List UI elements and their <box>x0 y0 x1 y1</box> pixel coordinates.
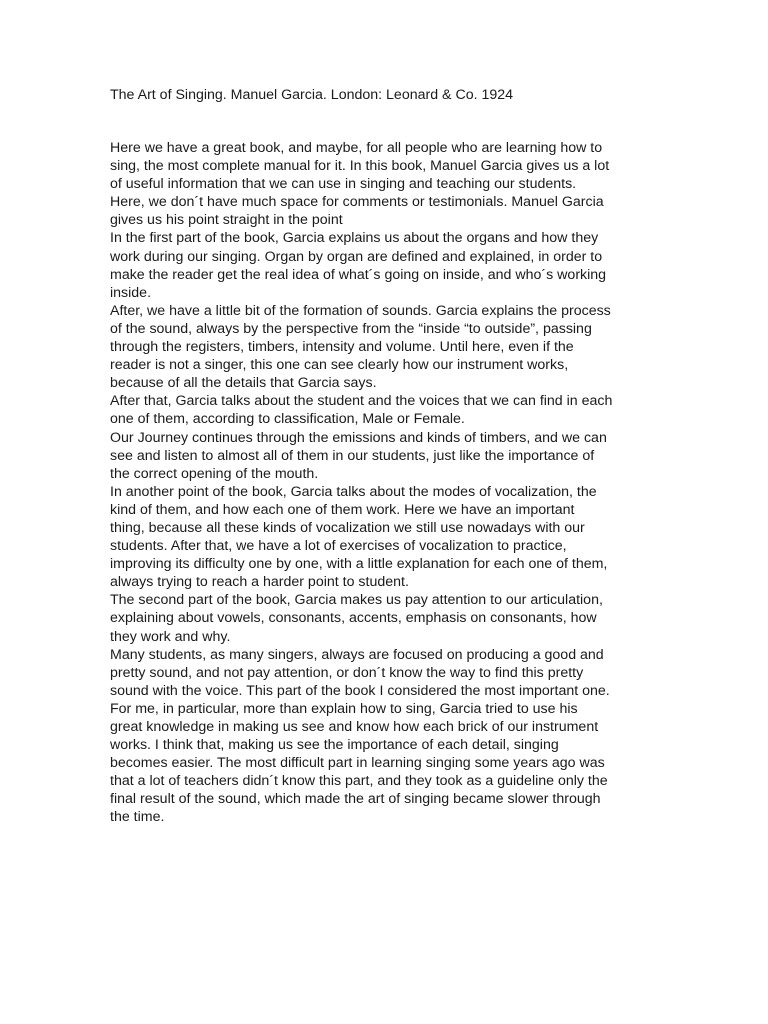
document-body <box>110 139 662 827</box>
paragraph-formation-of-sounds: After, we have a little bit of the formation of sounds. Garcia explains the process of the sound, always by the perspective from the “inside “to outside”, passing through the registers, timbers, intensity and volume. Until here, even if the reader is not a singer, this one can see clearly how our instrument works, because of all the details that Garcia says. <box>110 302 611 392</box>
paragraph-conclusion: Many students, as many singers, always are focused on producing a good and pretty sound, and not pay attention, or don´t know the way to find this pretty sound with the voice. This part of the book I considered the most important one. For me, in particular, more than explain how to sing, Garcia tried to use his great knowledge in making us see and know how each brick of our instrument works. I think that, making us see the importance of each detail, singing becomes easier. The most difficult part in learning singing some years ago was that a lot of teachers didn´t know this part, and they took as a guideline only the final result of the sound, which made the art of singing became slower through the time. <box>110 646 610 826</box>
document-title: The Art of Singing. Manuel Garcia. London: Leonard & Co. 1924 <box>110 87 514 103</box>
paragraph-intro: Here we have a great book, and maybe, for all people who are learning how to sing, the most complete manual for it. In this book, Manuel Garcia gives us a lot of useful information that we can use in singing and teaching our students. Here, we don´t have much space for comments or testimonials. Manuel Garcia gives us his point straight in the point <box>110 140 610 229</box>
paragraph-articulation: The second part of the book, Garcia makes us pay attention to our articulation, explaining about vowels, consonants, accents, emphasis on consonants, how they work and why. <box>110 592 603 645</box>
paragraph-emissions-timbers: Our Journey continues through the emissions and kinds of timbers, and we can see and listen to almost all of them in our students, just like the importance of the correct opening of the mouth. <box>110 429 607 482</box>
paragraph-organs: In the first part of the book, Garcia explains us about the organs and how they work during our singing. Organ by organ are defined and explained, in order to make the reader get the real idea of what´s going on inside, and who´s working inside. <box>110 230 607 301</box>
paragraph-student-voices: After that, Garcia talks about the student and the voices that we can find in each one of them, according to classification, Male or Female. <box>110 393 613 428</box>
paragraph-vocalization: In another point of the book, Garcia talks about the modes of vocalization, the kind of them, and how each one of them work. Here we have an important thing, because all these kinds of vocalization we still use nowadays with our students. After that, we have a lot of exercises of vocalization to practice, improving its difficulty one by one, with a little explanation for each one of them, always trying to reach a harder point to student. <box>110 483 608 591</box>
